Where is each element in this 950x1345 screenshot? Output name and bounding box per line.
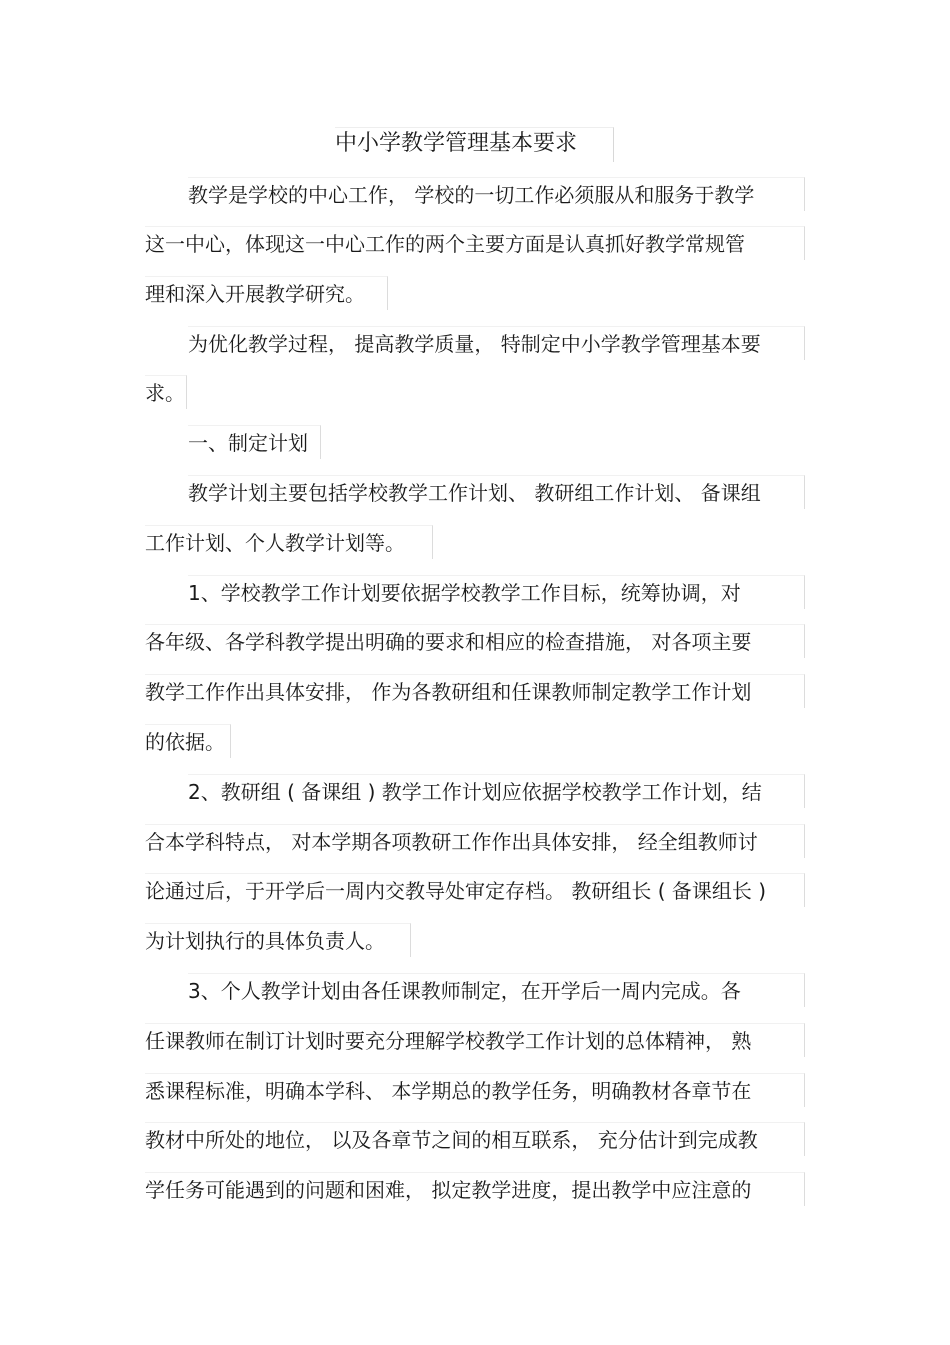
paragraph-line: 教学计划主要包括学校教学工作计划、 教研组工作计划、 备课组 [188,475,805,509]
paragraph-line: 1、学校教学工作计划要依据学校教学工作目标，统筹协调，对 [188,575,805,609]
paragraph-line: 教材中所处的地位， 以及各章节之间的相互联系， 充分估计到完成教 [145,1122,805,1156]
section-heading: 一、制定计划 [188,425,321,459]
paragraph-line: 学任务可能遇到的问题和困难， 拟定教学进度，提出教学中应注意的 [145,1172,805,1206]
paragraph-line: 为优化教学过程， 提高教学质量， 特制定中小学教学管理基本要 [188,326,805,360]
paragraph-line: 的依据。 [145,724,231,758]
paragraph-line: 合本学科特点， 对本学期各项教研工作作出具体安排， 经全组教师讨 [145,824,805,858]
paragraph-line: 工作计划、个人教学计划等。 [145,525,433,559]
paragraph-line: 任课教师在制订计划时要充分理解学校教学工作计划的总体精神， 熟 [145,1023,805,1057]
page-title: 中小学教学管理基本要求 [335,127,614,162]
paragraph-line: 悉课程标准，明确本学科、 本学期总的教学任务，明确教材各章节在 [145,1073,805,1107]
paragraph-line: 为计划执行的具体负责人。 [145,923,411,957]
paragraph-line: 各年级、各学科教学提出明确的要求和相应的检查措施， 对各项主要 [145,624,805,658]
paragraph-line: 这一中心，体现这一中心工作的两个主要方面是认真抓好教学常规管 [145,226,805,260]
paragraph-line: 教学工作作出具体安排， 作为各教研组和任课教师制定教学工作计划 [145,674,805,708]
paragraph-line: 3、个人教学计划由各任课教师制定，在开学后一周内完成。各 [188,973,805,1007]
paragraph-line: 2、教研组 ( 备课组 ) 教学工作计划应依据学校教学工作计划，结 [188,774,805,808]
paragraph-line: 论通过后，于开学后一周内交教导处审定存档。 教研组长 ( 备课组长 ) [145,873,805,907]
paragraph-line: 理和深入开展教学研究。 [145,276,388,310]
paragraph-line: 教学是学校的中心工作， 学校的一切工作必须服从和服务于教学 [188,177,805,211]
paragraph-line: 求。 [145,375,187,409]
